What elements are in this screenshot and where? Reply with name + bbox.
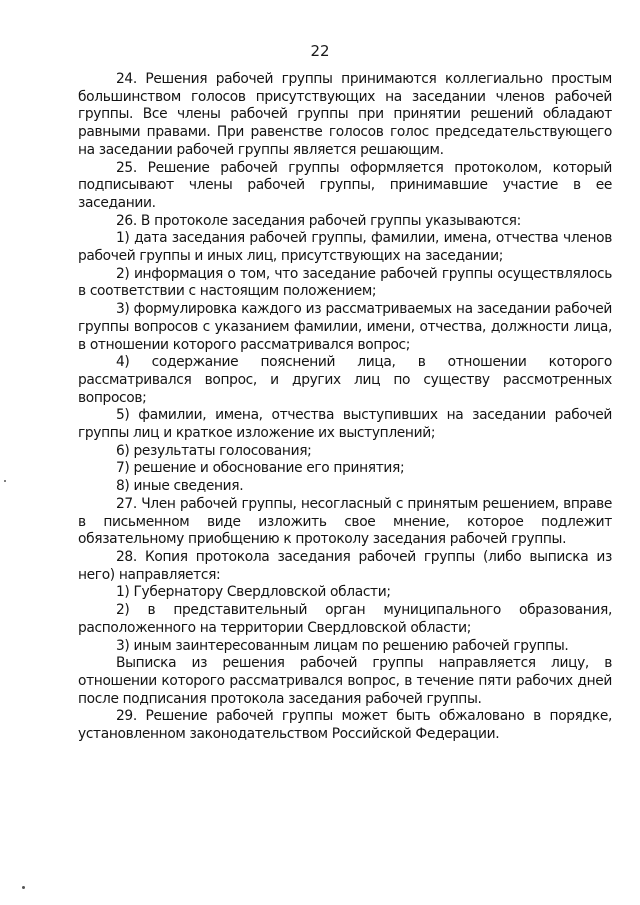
list-item-26-2: 2) информация о том, что заседание рабочей группы осуществлялось в соответствии с настоящим положением; <box>78 265 612 300</box>
paragraph-26: 26. В протоколе заседания рабочей группы указываются: <box>116 212 521 229</box>
list-item-26-7: 7) решение и обоснование его принятия; <box>116 460 405 477</box>
list-item-26-1: 1) дата заседания рабочей группы, фамилии, имена, отчества членов рабочей группы и иных лиц, присутствующих на заседании; <box>78 230 612 265</box>
scan-speck <box>22 886 25 889</box>
paragraph-27: 27. Член рабочей группы, несогласный с принятым решением, вправе в письменном виде изложить свое мнение, которое подлежит обязательному приобщению к протоколу заседания рабочей группы. <box>78 495 612 548</box>
scan-speck <box>4 480 6 482</box>
paragraph-29: 29. Решение рабочей группы может быть обжаловано в порядке, установленном законодательством Российской Федерации. <box>78 708 612 743</box>
list-item-26-3: 3) формулировка каждого из рассматриваемых на заседании рабочей группы вопросов с указанием фамилии, имени, отчества, должности лица, в отношении которого рассматривался вопрос; <box>78 301 612 353</box>
list-item-28-2: 2) в представительный орган муниципального образования, расположенного на территории Свердловской области; <box>78 602 612 636</box>
list-item-26-5: 5) фамилии, имена, отчества выступивших на заседании рабочей группы лиц и краткое изложение их выступлений; <box>78 407 612 442</box>
document-body <box>78 71 612 744</box>
list-item-26-4: 4) содержание пояснений лица, в отношении которого рассматривался вопрос, и других лиц по существу рассмотренных вопросов; <box>78 354 612 406</box>
list-item-28-3: 3) иным заинтересованным лицам по решению рабочей группы. <box>116 637 569 654</box>
paragraph-24: 24. Решения рабочей группы принимаются коллегиально простым большинством голосов присутствующих на заседании членов рабочей группы. Все члены рабочей группы при принятии решений обладают равными правами. При равенстве голосов голос председательствующего на заседании рабочей группы является решающим. <box>78 71 612 158</box>
paragraph-25: 25. Решение рабочей группы оформляется протоколом, который подписывают члены рабочей группы, принимавшие участие в ее заседании. <box>78 159 612 211</box>
paragraph-28: 28. Копия протокола заседания рабочей группы (либо выписка из него) направляется: <box>78 548 612 583</box>
list-item-26-6: 6) результаты голосования; <box>116 442 312 459</box>
page-number: 22 <box>310 42 330 60</box>
list-item-28-1: 1) Губернатору Свердловской области; <box>116 584 391 601</box>
list-item-26-8: 8) иные сведения. <box>116 478 244 495</box>
paragraph-extract: Выписка из решения рабочей группы направляется лицу, в отношении которого рассматривался вопрос, в течение пяти рабочих дней после подписания протокола заседания рабочей группы. <box>78 655 612 707</box>
